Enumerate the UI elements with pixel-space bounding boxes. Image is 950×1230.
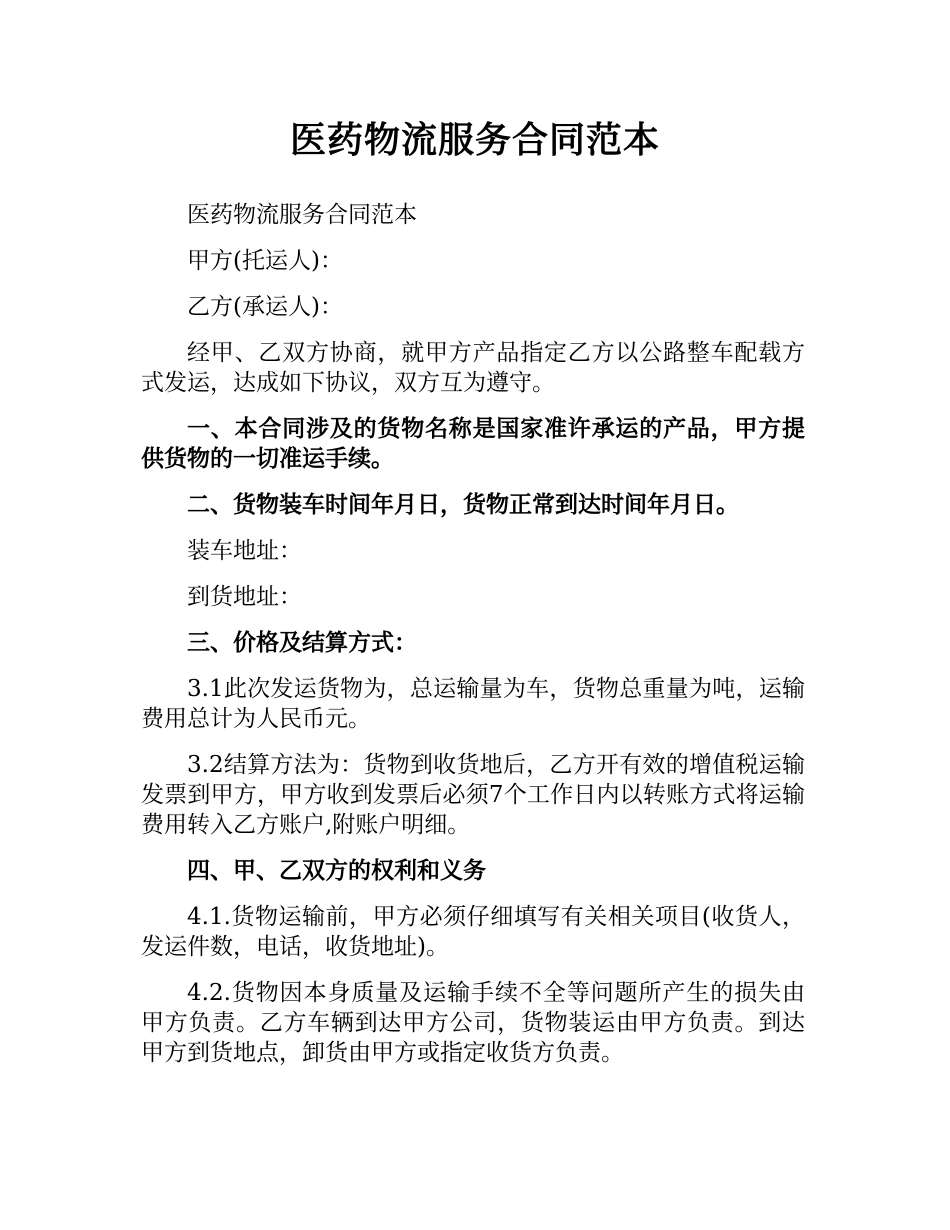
paragraph-subtitle: 医药物流服务合同范本	[187, 202, 417, 228]
clause-3-2: 3.2结算方法为：货物到收货地后，乙方开有效的增值税运输发票到甲方，甲方收到发票后必须7个工作日内以转账方式将运输费用转入乙方账户,附账户明细。	[141, 752, 805, 838]
paragraph-party-b: 乙方(承运人)：	[187, 294, 343, 320]
document-body	[141, 200, 805, 1084]
paragraph-party-a: 甲方(托运人)：	[187, 248, 343, 274]
section-heading-3: 三、价格及结算方式：	[187, 630, 417, 656]
paragraph-preamble: 经甲、乙双方协商，就甲方产品指定乙方以公路整车配载方式发运，达成如下协议，双方互为遵守。	[141, 340, 805, 396]
clause-3-1: 3.1此次发运货物为，总运输量为车，货物总重量为吨，运输费用总计为人民币元。	[141, 676, 805, 732]
section-heading-4: 四、甲、乙双方的权利和义务	[187, 858, 486, 884]
document-title: 医药物流服务合同范本	[289, 120, 660, 161]
section-heading-2: 二、货物装车时间年月日，货物正常到达时间年月日。	[187, 492, 739, 518]
clause-4-2: 4.2.货物因本身质量及运输手续不全等问题所产生的损失由甲方负责。乙方车辆到达甲方公司，货物装运由甲方负责。到达甲方到货地点，卸货由甲方或指定收货方负责。	[141, 980, 805, 1066]
section-heading-1: 一、本合同涉及的货物名称是国家准许承运的产品，甲方提供货物的一切准运手续。	[141, 416, 805, 472]
clause-4-1: 4.1.货物运输前，甲方必须仔细填写有关相关项目(收货人，发运件数，电话，收货地址)。	[141, 904, 805, 960]
paragraph-delivery-address: 到货地址：	[187, 584, 302, 610]
paragraph-loading-address: 装车地址：	[187, 538, 302, 564]
